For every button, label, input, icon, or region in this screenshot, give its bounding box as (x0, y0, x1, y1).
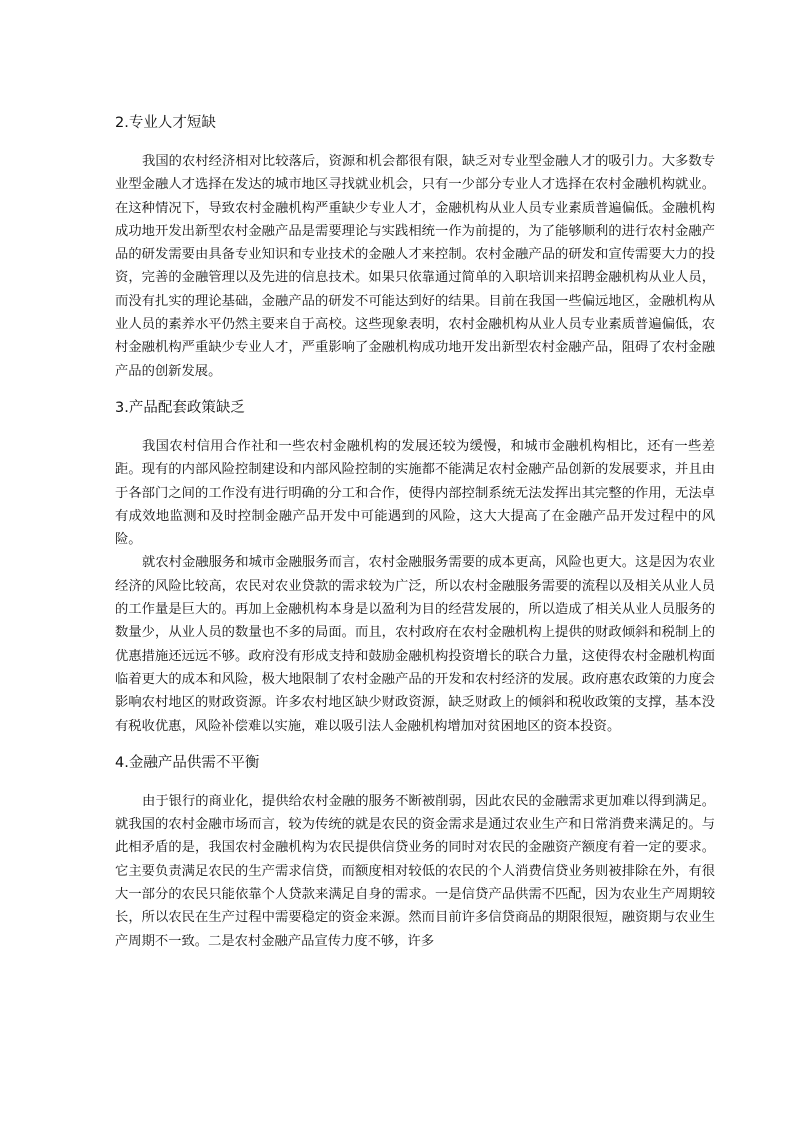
paragraph: 由于银行的商业化，提供给农村金融的服务不断被削弱，因此农民的金融需求更加难以得到满足。就我国的农村金融市场而言，较为传统的就是农民的资金需求是通过农业生产和日常消费来满足的。与此相矛盾的是，我国农村金融机构为农民提供信贷业务的同时对农民的金融资产额度有着一定的要求。它主要负责满足农民的生产需求信贷，而额度相对较低的农民的个人消费信贷业务则被排除在外，有很大一部分的农民只能依靠个人贷款来满足自身的需求。一是信贷产品供需不匹配，因为农业生产周期较长，所以农民在生产过程中需要稳定的资金来源。然而目前许多信贷商品的期限很短，融资期与农业生产周期不一致。二是农村金融产品宣传力度不够，许多 (115, 793, 715, 949)
section-heading: 2.专业人才短缺 (115, 115, 216, 131)
section-supply-demand (115, 750, 715, 953)
section-heading: 4.金融产品供需不平衡 (115, 754, 260, 771)
section-heading: 3.产品配套政策缺乏 (115, 399, 245, 416)
paragraph: 就农村金融服务和城市金融服务而言，农村金融服务需要的成本更高，风险也更大。这是因为农业经济的风险比较高，农民对农业贷款的需求较为广泛，所以农村金融服务需要的流程以及相关从业人员的工作量是巨大的。再加上金融机构本身是以盈利为目的经营发展的，所以造成了相关从业人员服务的数量少，从业人员的数量也不多的局面。而且，农村政府在农村金融机构上提供的财政倾斜和税制上的优惠措施还远远不够。政府没有形成支持和鼓励金融机构投资增长的联合力量，这使得农村金融机构面临着更大的成本和风险，极大地限制了农村金融产品的开发和农村经济的发展。政府惠农政策的力度会影响农村地区的财政资源。许多农村地区缺少财政资源，缺乏财政上的倾斜和税收政策的支撑，基本没有税收优惠，风险补偿难以实施，难以吸引法人金融机构增加对贫困地区的资本投资。 (115, 555, 715, 734)
paragraph: 我国农村信用合作社和一些农村金融机构的发展还较为缓慢，和城市金融机构相比，还有一些差距。现有的内部风险控制建设和内部风险控制的实施都不能满足农村金融产品创新的发展要求，并且由于各部门之间的工作没有进行明确的分工和合作，使得内部控制系统无法发挥出其完整的作用，无法卓有成效地监测和及时控制金融产品开发中可能遇到的风险，这大大提高了在金融产品开发过程中的风险。 (115, 438, 715, 548)
document-page (115, 110, 715, 953)
section-policy-lack (115, 395, 715, 738)
section-talent-shortage (115, 110, 715, 383)
paragraph: 我国的农村经济相对比较落后，资源和机会都很有限，缺乏对专业型金融人才的吸引力。大多数专业型金融人才选择在发达的城市地区寻找就业机会，只有一少部分专业人才选择在农村金融机构就业。在这种情况下，导致农村金融机构严重缺少专业人才，金融机构从业人员专业素质普遍偏低。金融机构成功地开发出新型农村金融产品是需要理论与实践相统一作为前提的，为了能够顺利的进行农村金融产品的研发需要由具备专业知识和专业技术的金融人才来控制。农村金融产品的研发和宣传需要大力的投资，完善的金融管理以及先进的信息技术。如果只依靠通过简单的入职培训来招聘金融机构从业人员，而没有扎实的理论基础，金融产品的研发不可能达到好的结果。目前在我国一些偏远地区，金融机构从业人员的素养水平仍然主要来自于高校。这些现象表明，农村金融机构从业人员专业素质普遍偏低，农村金融机构严重缺少专业人才，严重影响了金融机构成功地开发出新型农村金融产品，阻碍了农村金融产品的创新发展。 (115, 154, 715, 379)
